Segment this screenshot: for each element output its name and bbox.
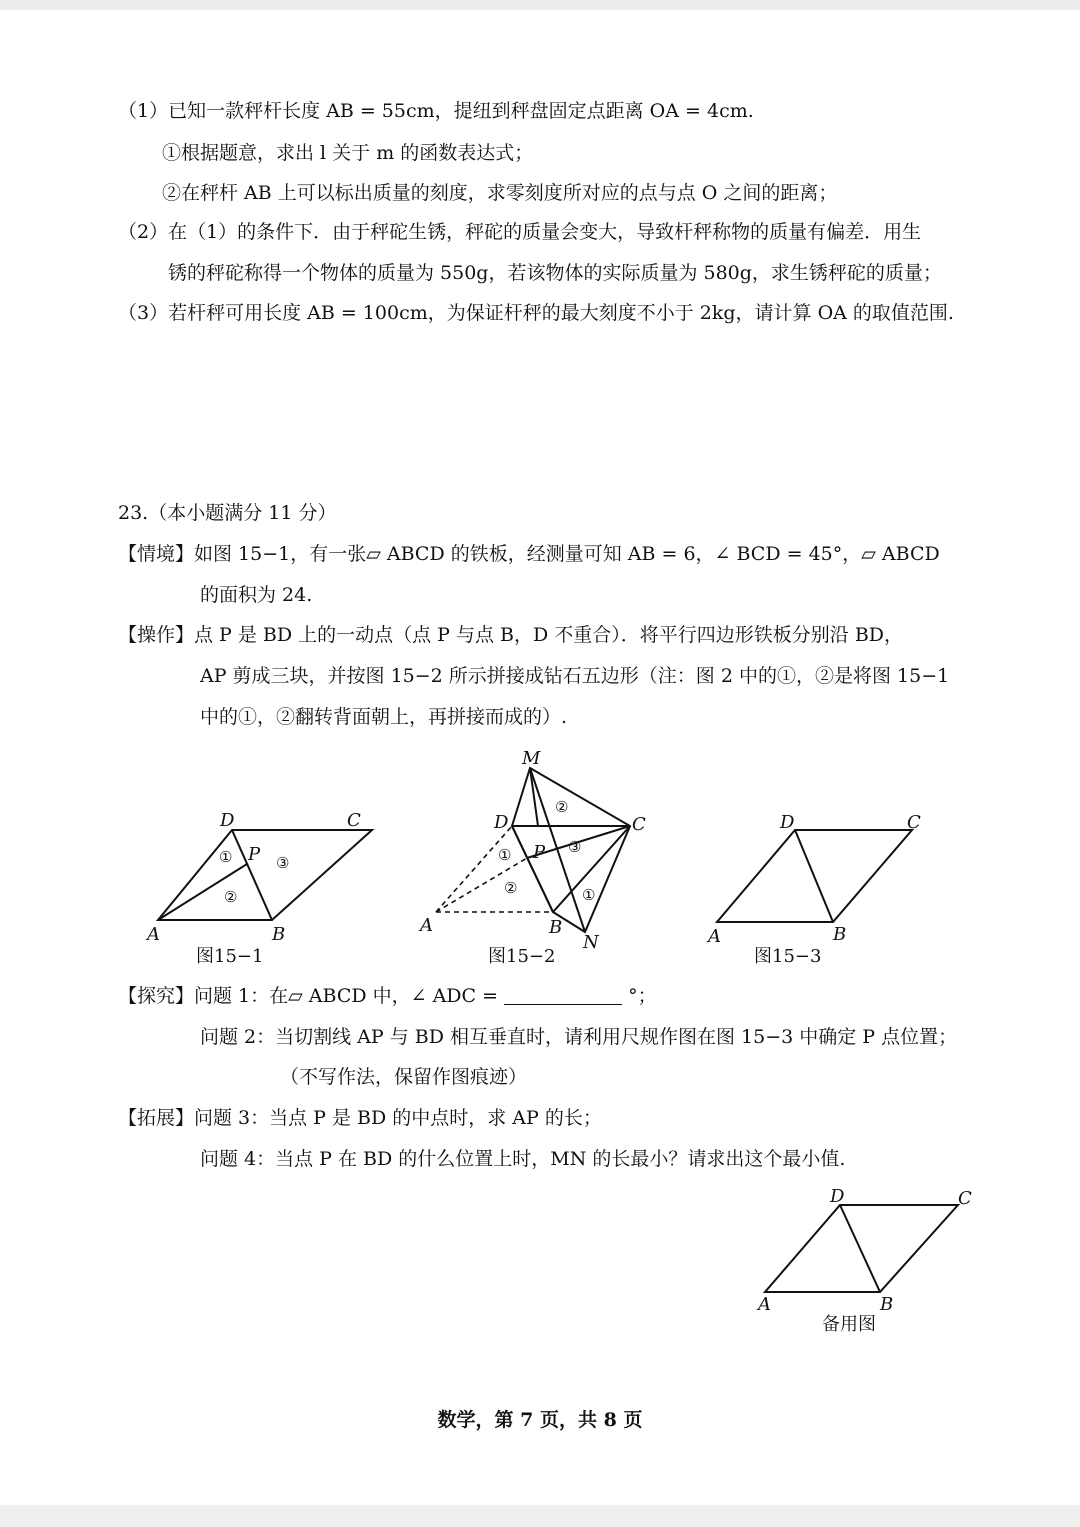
q22-part1: （1）已知一款秤杆长度 AB = 55cm，提纽到秤盘固定点距离 OA = 4cm. [118, 100, 754, 122]
fig3-label-B: B [833, 924, 847, 945]
fig1-caption: 图15−1 [196, 946, 264, 967]
q23-extend-q3: 【拓展】问题 3：当点 P 是 BD 的中点时，求 AP 的长； [118, 1107, 602, 1129]
q23-extend-q4: 问题 4：当点 P 在 BD 的什么位置上时，MN 的长最小？请求出这个最小值. [200, 1148, 846, 1170]
fig2-label-P: P [533, 842, 546, 863]
fig1-label-P: P [248, 844, 261, 865]
fig4-label-D: D [830, 1186, 845, 1207]
fig1-region-3: ③ [276, 854, 290, 872]
q22-part2-line2: 锈的秤砣称得一个物体的质量为 550g，若该物体的实际质量为 580g，求生锈秤砣的质量； [168, 262, 942, 284]
fig2-label-N: N [583, 932, 599, 953]
q23-explore-q2-line2: （不写作法，保留作图痕迹） [280, 1066, 528, 1088]
fig1-label-D: D [220, 810, 235, 831]
q23-operation-line1: 【操作】点 P 是 BD 上的一动点（点 P 与点 B，D 不重合）．将平行四边形铁板分别沿 BD， [118, 624, 904, 646]
answer-blank-angle-adc[interactable] [504, 984, 622, 1005]
q22-part1-b: ②在秤杆 AB 上可以标出质量的刻度，求零刻度所对应的点与点 O 之间的距离； [162, 182, 838, 204]
fig3-label-D: D [780, 812, 795, 833]
fig3-label-A: A [708, 926, 721, 947]
fig2-label-B: B [549, 917, 563, 938]
figures-row [0, 740, 1080, 980]
q23-operation-line2: AP 剪成三块，并按图 15−2 所示拼接成钻石五边形（注：图 2 中的①，②是将图 15−1 [200, 665, 950, 687]
q22-part2-line1: （2）在（1）的条件下．由于秤砣生锈，秤砣的质量会变大，导致杆秤称物的质量有偏差．用生 [118, 221, 922, 243]
fig2-label-A: A [420, 915, 433, 936]
page-footer: 数学，第 7 页，共 8 页 [437, 1409, 643, 1431]
explore-q1-text: 【探究】问题 1：在▱ ABCD 中，∠ ADC = [118, 985, 499, 1007]
fig2-caption: 图15−2 [488, 946, 556, 967]
fig2-label-C: C [632, 814, 646, 835]
fig2-region-3: ③ [568, 838, 582, 856]
figure-15-1 [145, 810, 372, 967]
fig2-region-1-right: ① [582, 886, 596, 904]
figure-15-2 [418, 748, 646, 967]
fig1-label-C: C [347, 810, 361, 831]
q23-header: 23.（本小题满分 11 分） [118, 502, 337, 524]
fig4-label-C: C [958, 1188, 972, 1209]
q23-context-line2: 的面积为 24. [200, 584, 313, 606]
fig1-region-1: ① [219, 848, 233, 866]
figure-spare [740, 1180, 980, 1340]
scan-top-band [0, 0, 1080, 10]
q22-part3: （3）若杆秤可用长度 AB = 100cm，为保证杆秤的最大刻度不小于 2kg，请计算 OA 的取值范围. [118, 302, 954, 324]
fig2-region-2-top: ② [555, 798, 569, 816]
fig1-region-2: ② [224, 888, 238, 906]
q22-part1-a: ①根据题意，求出 l 关于 m 的函数表达式； [162, 142, 534, 164]
fig2-region-2-left: ② [504, 879, 518, 897]
fig4-caption: 备用图 [822, 1314, 876, 1335]
explore-q1-degree: °； [628, 985, 657, 1007]
q23-operation-line3: 中的①，②翻转背面朝上，再拼接而成的）. [200, 706, 568, 728]
q23-explore-q2-line1: 问题 2：当切割线 AP 与 BD 相互垂直时，请利用尺规作图在图 15−3 中确定 P 点位置； [200, 1026, 958, 1048]
q23-context-line1: 【情境】如图 15−1，有一张▱ ABCD 的铁板，经测量可知 AB = 6，∠ BCD = 45°，▱ ABCD [118, 543, 940, 565]
fig2-label-M: M [522, 748, 541, 769]
fig3-label-C: C [907, 812, 921, 833]
fig3-caption: 图15−3 [754, 946, 822, 967]
scan-bottom-band [0, 1505, 1080, 1527]
q23-explore-q1 [118, 983, 657, 1009]
fig2-label-D: D [494, 812, 509, 833]
figure-15-3 [706, 812, 921, 967]
fig4-label-B: B [880, 1294, 894, 1315]
fig4-label-A: A [758, 1294, 771, 1315]
fig1-label-B: B [272, 924, 286, 945]
fig2-region-1-left: ① [498, 846, 512, 864]
fig1-label-A: A [147, 924, 160, 945]
